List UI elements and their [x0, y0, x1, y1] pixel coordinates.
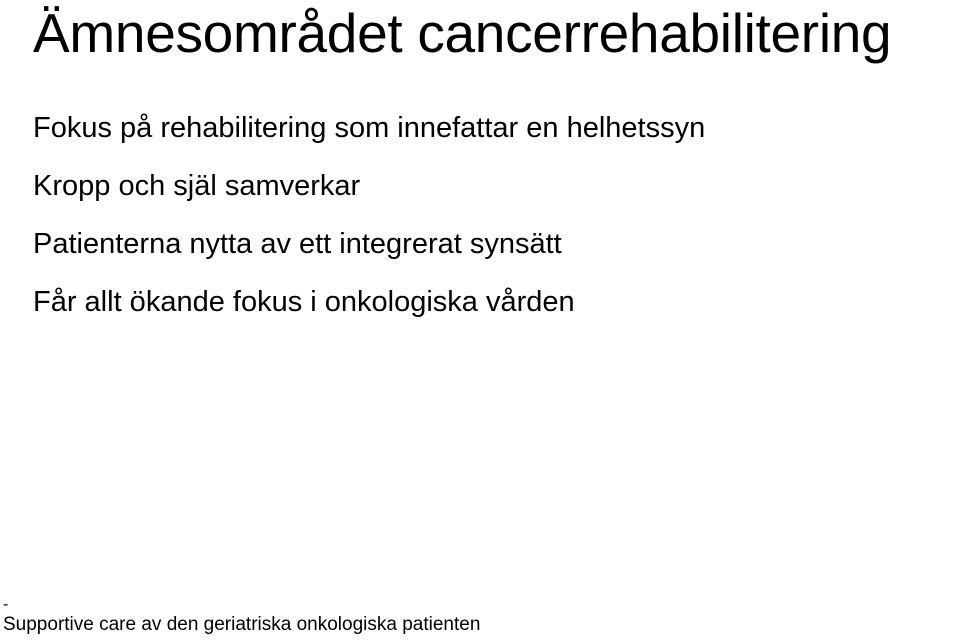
- bullet-item: Fokus på rehabilitering som innefattar en helhetssyn: [33, 112, 706, 144]
- footer-dash: -: [3, 596, 9, 613]
- slide-title: Ämnesområdet cancerrehabilitering: [33, 2, 892, 64]
- bullet-item: Patienterna nytta av ett integrerat synsätt: [33, 228, 562, 260]
- bullet-list: [33, 108, 705, 340]
- bullet-item: Kropp och själ samverkar: [33, 170, 361, 202]
- slide-footer: [3, 596, 480, 636]
- footer-text: Supportive care av den geriatriska onkologiska patienten: [3, 614, 481, 635]
- bullet-item: Får allt ökande fokus i onkologiska vården: [33, 286, 575, 318]
